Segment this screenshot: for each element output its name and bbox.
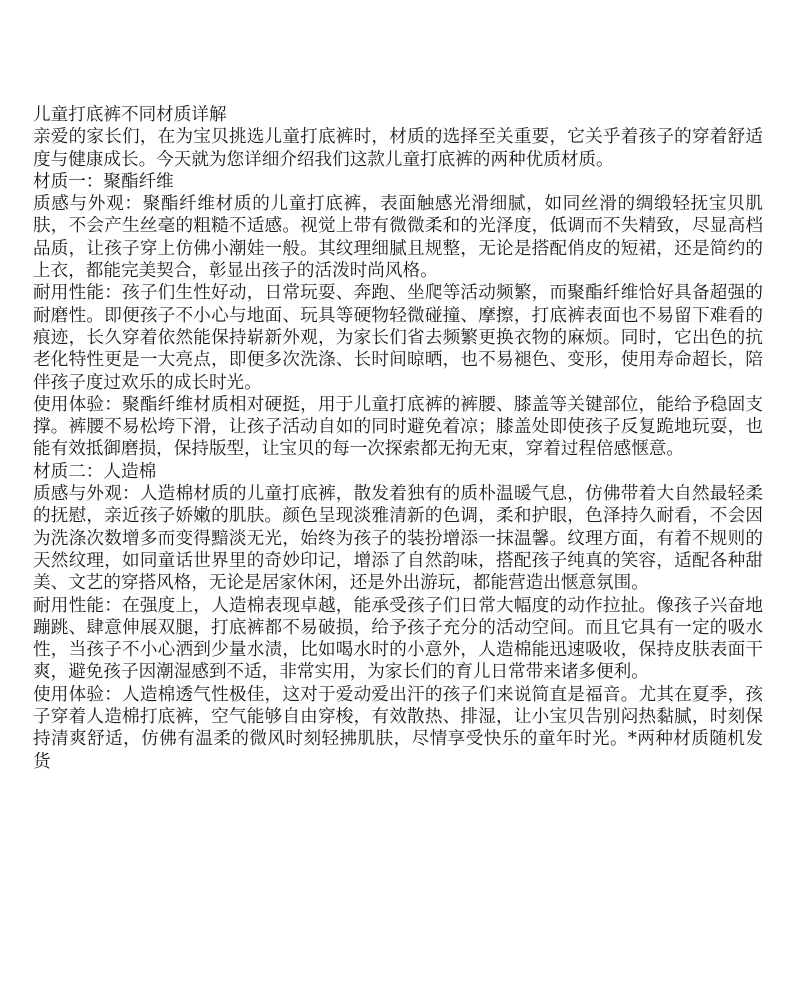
material-one-experience-paragraph: 使用体验：聚酯纤维材质相对硬挺，用于儿童打底裤的裤腰、膝盖等关键部位，能给予稳固支撑。裤腰不易松垮下滑，让孩子活动自如的同时避免着凉；膝盖处即使孩子反复跪地玩耍，也能有效抵御磨损，保持版型，让宝贝的每一次探索都无拘无束，穿着过程倍感惬意。 xyxy=(33,394,763,460)
material-one-heading: 材质一：聚酯纤维 xyxy=(33,171,174,192)
document-body xyxy=(33,104,763,773)
material-two-durability-paragraph: 耐用性能：在强度上，人造棉表现卓越，能承受孩子们日常大幅度的动作拉扯。像孩子兴奋地蹦跳、肆意伸展双腿，打底裤都不易破损，给予孩子充分的活动空间。而且它具有一定的吸水性，当孩子不小心洒到少量水渍，比如喝水时的小意外，人造棉能迅速吸收，保持皮肤表面干爽，避免孩子因潮湿感到不适，非常实用，为家长们的育儿日常带来诸多便利。 xyxy=(33,595,763,683)
material-two-texture-paragraph: 质感与外观：人造棉材质的儿童打底裤，散发着独有的质朴温暖气息，仿佛带着大自然最轻柔的抚慰，亲近孩子娇嫩的肌肤。颜色呈现淡雅清新的色调，柔和护眼，色泽持久耐看，不会因为洗涤次数增多而变得黯淡无光，始终为孩子的装扮增添一抹温馨。纹理方面，有着不规则的天然纹理，如同童话世界里的奇妙印记，增添了自然韵味，搭配孩子纯真的笑容，适配各种甜美、文艺的穿搭风格，无论是居家休闲，还是外出游玩，都能营造出惬意氛围。 xyxy=(33,484,763,594)
document-title: 儿童打底裤不同材质详解 xyxy=(33,105,227,125)
intro-paragraph: 亲爱的家长们，在为宝贝挑选儿童打底裤时，材质的选择至关重要，它关乎着孩子的穿着舒适度与健康成长。今天就为您详细介绍我们这款儿童打底裤的两种优质材质。 xyxy=(33,127,763,170)
material-two-heading: 材质二：人造棉 xyxy=(33,461,157,482)
material-one-durability-paragraph: 耐用性能：孩子们生性好动，日常玩耍、奔跑、坐爬等活动频繁，而聚酯纤维恰好具备超强的耐磨性。即便孩子不小心与地面、玩具等硬物轻微碰撞、摩擦，打底裤表面也不易留下难看的痕迹，长久穿着依然能保持崭新外观，为家长们省去频繁更换衣物的麻烦。同时，它出色的抗老化特性更是一大亮点，即便多次洗涤、长时间晾晒，也不易褪色、变形，使用寿命超长，陪伴孩子度过欢乐的成长时光。 xyxy=(33,283,763,393)
material-one-texture-paragraph: 质感与外观：聚酯纤维材质的儿童打底裤，表面触感光滑细腻，如同丝滑的绸缎轻抚宝贝肌肤，不会产生丝毫的粗糙不适感。视觉上带有微微柔和的光泽度，低调而不失精致，尽显高档品质，让孩子穿上仿佛小潮娃一般。其纹理细腻且规整，无论是搭配俏皮的短裙，还是简约的上衣，都能完美契合，彰显出孩子的活泼时尚风格。 xyxy=(33,194,763,282)
material-two-experience-paragraph: 使用体验：人造棉透气性极佳，这对于爱动爱出汗的孩子们来说简直是福音。尤其在夏季，孩子穿着人造棉打底裤，空气能够自由穿梭，有效散热、排湿，让小宝贝告别闷热黏腻，时刻保持清爽舒适，仿佛有温柔的微风时刻轻拂肌肤，尽情享受快乐的童年时光。*两种材质随机发货 xyxy=(33,684,763,772)
